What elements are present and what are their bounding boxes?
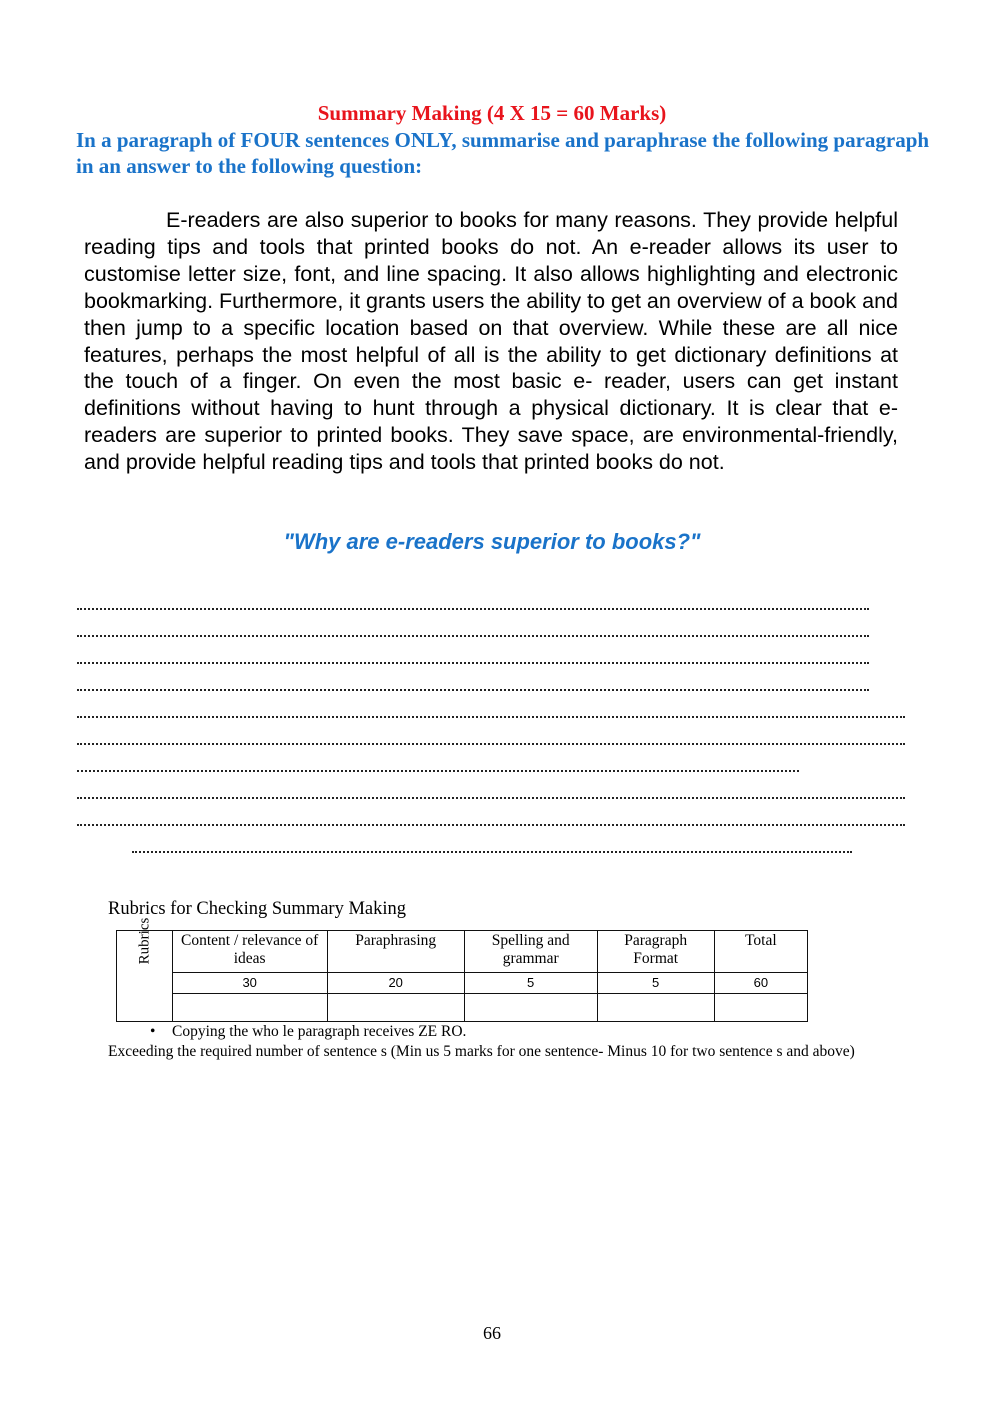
note-copying-text: Copying the who le paragraph receives ZE RO. (172, 1023, 467, 1040)
header-content: Content / relevance of ideas (172, 931, 327, 973)
answer-line[interactable] (77, 634, 869, 637)
page-number: 66 (483, 1323, 501, 1343)
header-spelling: Spelling and grammar (464, 931, 597, 973)
score-paraphrasing-cell[interactable] (327, 994, 464, 1022)
header-paraphrasing: Paraphrasing (327, 931, 464, 973)
rubric-row-label: Rubrics (136, 917, 153, 965)
mark-format: 5 (597, 973, 714, 994)
answer-line[interactable] (77, 607, 869, 610)
answer-line[interactable] (77, 688, 869, 691)
answer-line[interactable] (132, 850, 852, 853)
rubric-row-label-cell (117, 917, 173, 1022)
mark-content: 30 (172, 973, 327, 994)
answer-line[interactable] (77, 796, 905, 799)
question-text: "Why are e-readers superior to books?" (283, 529, 701, 554)
answer-line[interactable] (77, 715, 905, 718)
bullet-icon: • (150, 1023, 156, 1040)
mark-paraphrasing: 20 (327, 973, 464, 994)
rubric-title: Rubrics for Checking Summary Making (108, 899, 407, 919)
instruction-text: In a paragraph of FOUR sentences ONLY, summarise and paraphrase the following paragraph in an answer to the following question: (76, 128, 930, 178)
rubric-note-exceeding: Exceeding the required number of sentence s (Min us 5 marks for one sentence- Minus 10 for two sentence s and above) (108, 1043, 855, 1060)
rubric-table (116, 917, 808, 1022)
reading-passage: E-readers are also superior to books for many reasons. They provide helpful reading tips and tools that printed books do not. An e-reader allows its user to customise letter size, font, and line spacing. It also allows highlighting and electronic bookmarking. Furthermore, it grants users the ability to get an overview of a book and then jump to a specific location based on that overview. While these are all nice features, perhaps the most helpful of all is the ability to get dictionary definitions at the touch of a finger. On even the most basic e- reader, users can get instant definitions without having to hunt through a physical dictionary. It is clear that e-readers are superior to printed books. They save space, are environmental-friendly, and provide helpful reading tips and tools that printed books do not. (84, 208, 898, 475)
answer-line[interactable] (77, 742, 905, 745)
rubric-note-copying (150, 1023, 466, 1041)
header-format: Paragraph Format (597, 931, 714, 973)
header-total: Total (714, 931, 807, 973)
page-title: Summary Making (4 X 15 = 60 Marks) (317, 101, 667, 125)
answer-line[interactable] (77, 823, 905, 826)
score-total-cell[interactable] (714, 994, 807, 1022)
answer-line[interactable] (77, 769, 799, 772)
score-format-cell[interactable] (597, 994, 714, 1022)
mark-total: 60 (714, 973, 807, 994)
answer-line[interactable] (77, 661, 869, 664)
score-spelling-cell[interactable] (464, 994, 597, 1022)
mark-spelling: 5 (464, 973, 597, 994)
score-content-cell[interactable] (172, 994, 327, 1022)
